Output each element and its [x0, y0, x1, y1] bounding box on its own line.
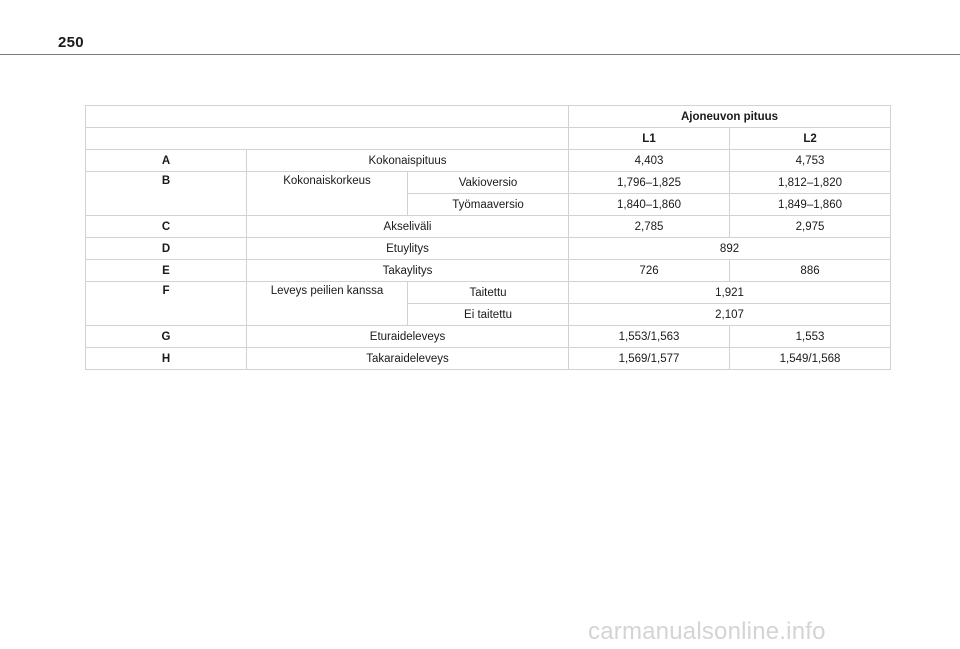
- column-header-l2: L2: [730, 128, 891, 150]
- group-header-vehicle-length: Ajoneuvon pituus: [569, 106, 891, 128]
- sub-label: Ei taitettu: [408, 304, 569, 326]
- header-empty-cell: [86, 106, 569, 128]
- sub-label: Työmaaversio: [408, 194, 569, 216]
- row-label: Kokonaiskorkeus: [247, 172, 408, 216]
- table-row: [86, 260, 891, 282]
- value-l1: 1,553/1,563: [569, 326, 730, 348]
- value-l2: 1,812–1,820: [730, 172, 891, 194]
- table-row: [86, 216, 891, 238]
- row-key: G: [86, 326, 247, 348]
- table-row: [86, 348, 891, 370]
- value-l1: 2,785: [569, 216, 730, 238]
- table-header-row-columns: [86, 128, 891, 150]
- header-empty-cell: [86, 128, 569, 150]
- table-row: [86, 172, 891, 194]
- value-both: 1,921: [569, 282, 891, 304]
- value-both: 892: [569, 238, 891, 260]
- value-l1: 4,403: [569, 150, 730, 172]
- row-label: Takaylitys: [247, 260, 569, 282]
- value-l2: 1,849–1,860: [730, 194, 891, 216]
- row-label: Kokonaispituus: [247, 150, 569, 172]
- value-l1: 1,796–1,825: [569, 172, 730, 194]
- row-label: Eturaideleveys: [247, 326, 569, 348]
- row-key: C: [86, 216, 247, 238]
- table-row: [86, 150, 891, 172]
- row-label: Akseliväli: [247, 216, 569, 238]
- table-row: [86, 326, 891, 348]
- page-number: 250: [58, 34, 84, 51]
- value-l1: 726: [569, 260, 730, 282]
- value-l2: 2,975: [730, 216, 891, 238]
- value-both: 2,107: [569, 304, 891, 326]
- value-l2: 886: [730, 260, 891, 282]
- sub-label: Taitettu: [408, 282, 569, 304]
- row-label: Leveys peilien kanssa: [247, 282, 408, 326]
- table-row: [86, 238, 891, 260]
- value-l2: 4,753: [730, 150, 891, 172]
- row-key: D: [86, 238, 247, 260]
- table-header-row-group: [86, 106, 891, 128]
- value-l2: 1,549/1,568: [730, 348, 891, 370]
- vehicle-dimensions-table: [85, 105, 891, 370]
- table-row: [86, 282, 891, 304]
- value-l2: 1,553: [730, 326, 891, 348]
- row-key: E: [86, 260, 247, 282]
- sub-label: Vakioversio: [408, 172, 569, 194]
- value-l1: 1,569/1,577: [569, 348, 730, 370]
- row-key: B: [86, 172, 247, 216]
- row-key: A: [86, 150, 247, 172]
- header-divider: [0, 54, 960, 55]
- row-key: H: [86, 348, 247, 370]
- row-label: Takaraideleveys: [247, 348, 569, 370]
- row-label: Etuylitys: [247, 238, 569, 260]
- column-header-l1: L1: [569, 128, 730, 150]
- row-key: F: [86, 282, 247, 326]
- value-l1: 1,840–1,860: [569, 194, 730, 216]
- watermark-text: carmanualsonline.info: [588, 618, 826, 645]
